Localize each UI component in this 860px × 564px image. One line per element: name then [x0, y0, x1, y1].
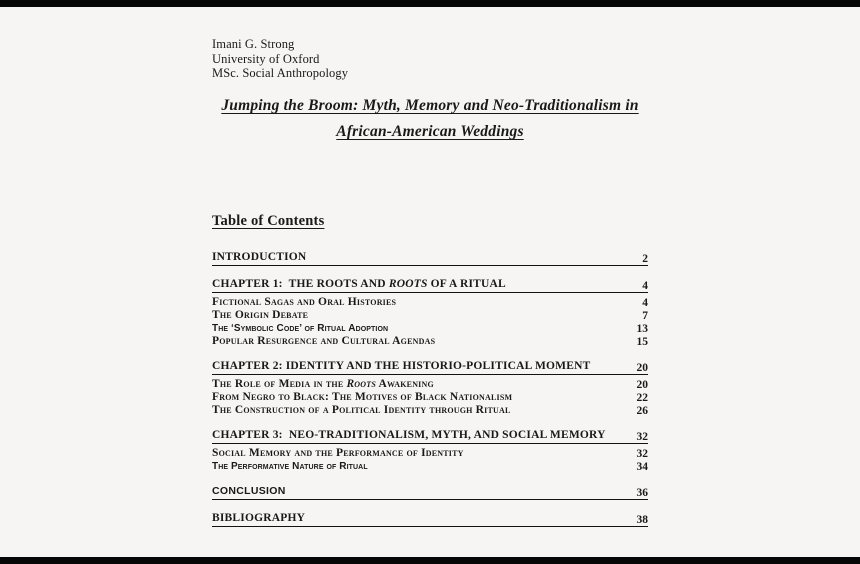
- toc-entry-page-number: 34: [636, 461, 648, 473]
- toc-entry-page-number: 4: [642, 297, 648, 309]
- toc-entry-page-number: 22: [636, 392, 648, 404]
- toc-entry-sub: [212, 404, 648, 417]
- toc-entry-heading: [212, 277, 648, 293]
- toc-entry-page-number: 13: [636, 323, 648, 335]
- document-title-line-1: Jumping the Broom: Myth, Memory and Neo-Traditionalism in: [221, 97, 639, 114]
- author-affiliation: University of Oxford: [212, 51, 320, 66]
- toc-entry-label: The Construction of a Political Identity through Ritual: [212, 404, 511, 416]
- toc-entry-page-number: 38: [636, 514, 648, 526]
- toc-entry-page-number: 20: [636, 362, 648, 374]
- toc-entry-label: The Role of Media in the Roots Awakening: [212, 378, 434, 390]
- toc-entry-page-number: 4: [642, 280, 648, 292]
- toc-entry-label: Fictional Sagas and Oral Histories: [212, 296, 397, 308]
- toc-entry-heading: [212, 428, 648, 444]
- toc-entry-page-number: 32: [636, 431, 648, 443]
- toc-entry-page-number: 32: [636, 448, 648, 460]
- toc-entry-heading: [212, 250, 648, 266]
- toc-entry-label: From Negro to Black: The Motives of Black Nationalism: [212, 391, 513, 403]
- toc-heading: Table of Contents: [212, 213, 325, 229]
- letterbox-top-bar: [0, 0, 860, 7]
- toc-entry-sub: [212, 378, 648, 391]
- toc-entry-page-number: 20: [636, 379, 648, 391]
- document-title: [0, 93, 860, 145]
- toc-entry-page-number: 36: [636, 487, 648, 499]
- author-block: [212, 37, 348, 81]
- toc-entry-label: CONCLUSION: [212, 485, 286, 497]
- author-name: Imani G. Strong: [212, 37, 295, 51]
- toc-entry-label: The Performative Nature of Ritual: [212, 461, 368, 472]
- table-of-contents: [212, 250, 648, 527]
- toc-entry-heading: [212, 511, 648, 527]
- toc-entry-heading: [212, 484, 648, 500]
- toc-entry-sub: [212, 322, 648, 335]
- toc-entry-page-number: 2: [642, 253, 648, 265]
- letterbox-bottom-bar: [0, 557, 860, 564]
- toc-entry-sub: [212, 447, 648, 460]
- document-title-line-2: African-American Weddings: [336, 123, 524, 140]
- toc-entry-label: Popular Resurgence and Cultural Agendas: [212, 335, 436, 347]
- toc-entry-sub: [212, 460, 648, 473]
- toc-entry-label: BIBLIOGRAPHY: [212, 512, 306, 524]
- toc-entry-label: The ‘Symbolic Code’ of Ritual Adoption: [212, 323, 389, 334]
- toc-entry-sub: [212, 391, 648, 404]
- toc-entry-sub: [212, 296, 648, 309]
- toc-entry-label: CHAPTER 3: NEO-TRADITIONALISM, MYTH, AND SOCIAL MEMORY: [212, 429, 606, 441]
- toc-entry-heading: [212, 359, 648, 375]
- toc-entry-page-number: 26: [636, 405, 648, 417]
- toc-entry-label: The Origin Debate: [212, 309, 309, 321]
- toc-entry-sub: [212, 335, 648, 348]
- toc-entry-label: Social Memory and the Performance of Identity: [212, 447, 464, 459]
- author-program: MSc. Social Anthropology: [212, 66, 349, 80]
- toc-entry-label: INTRODUCTION: [212, 251, 307, 263]
- toc-entry-label: CHAPTER 1: THE ROOTS AND ROOTS OF A RITUAL: [212, 278, 506, 290]
- toc-entry-sub: [212, 309, 648, 322]
- toc-entry-page-number: 7: [642, 310, 648, 322]
- toc-entry-page-number: 15: [636, 336, 648, 348]
- toc-entry-label: CHAPTER 2: IDENTITY AND THE HISTORIO-POLITICAL MOMENT: [212, 360, 591, 372]
